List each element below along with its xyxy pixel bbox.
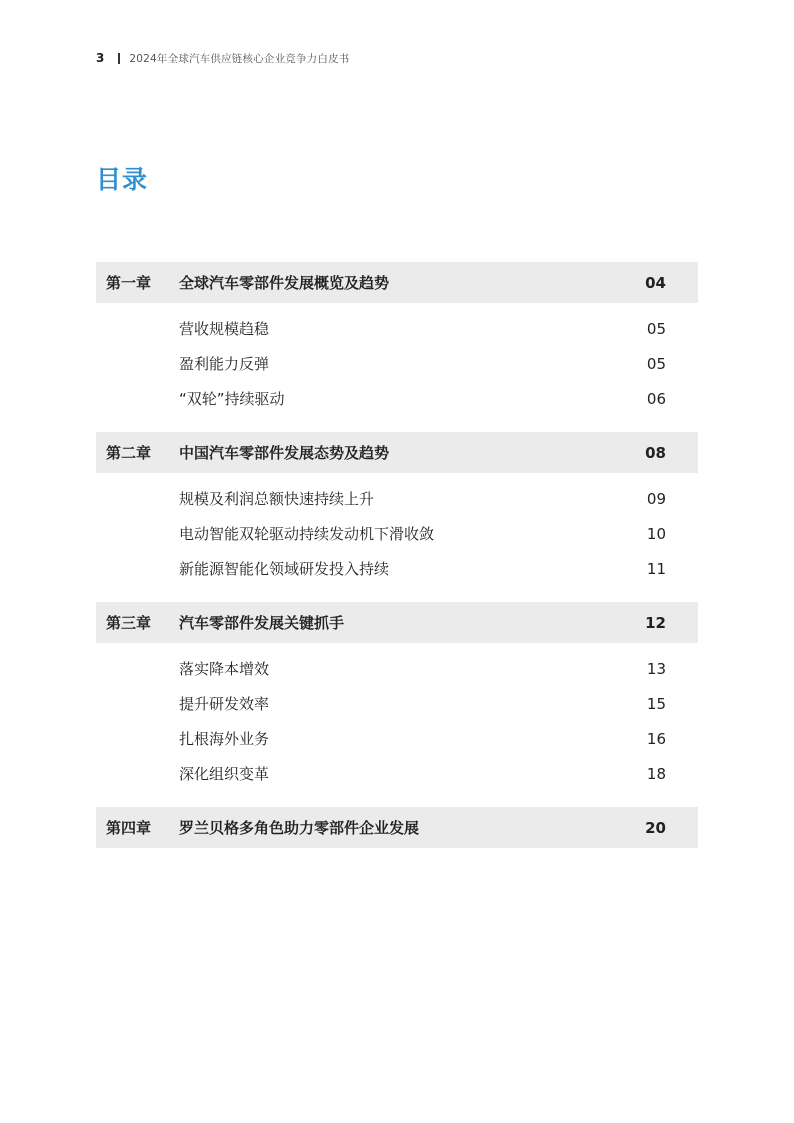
header-divider [118,53,120,64]
chapter-row[interactable] [96,432,698,473]
chapter-block [96,807,698,848]
chapter-title: 中国汽车零部件发展态势及趋势 [179,444,390,462]
section-row[interactable] [96,756,698,791]
section-page-number: 09 [646,489,666,508]
chapter-page-number: 20 [645,818,666,837]
table-of-contents [96,262,698,848]
section-page-number: 06 [646,389,666,408]
section-row[interactable] [96,686,698,721]
section-title: 电动智能双轮驱动持续发动机下滑收敛 [179,525,435,543]
chapter-block [96,602,698,807]
section-page-number: 13 [646,659,666,678]
chapter-block [96,262,698,432]
section-row[interactable] [96,346,698,381]
section-title: “双轮”持续驱动 [179,390,285,408]
section-title: 提升研发效率 [179,695,270,713]
section-title: 新能源智能化领域研发投入持续 [179,560,390,578]
section-title: 深化组织变革 [179,765,270,783]
section-page-number: 05 [646,319,666,338]
chapter-label: 第三章 [106,614,152,632]
section-row[interactable] [96,481,698,516]
section-row[interactable] [96,651,698,686]
chapter-label: 第二章 [106,444,152,462]
chapter-page-number: 12 [645,613,666,632]
section-page-number: 18 [646,764,666,783]
page-header [96,49,349,67]
section-title: 落实降本增效 [179,660,270,678]
chapter-title: 全球汽车零部件发展概览及趋势 [179,274,390,292]
document-title: 2024年全球汽车供应链核心企业竞争力白皮书 [129,52,350,65]
section-list [96,473,698,602]
chapter-label: 第四章 [106,819,152,837]
section-row[interactable] [96,721,698,756]
section-title: 营收规模趋稳 [179,320,270,338]
chapter-page-number: 08 [645,443,666,462]
section-list [96,643,698,807]
chapter-title: 罗兰贝格多角色助力零部件企业发展 [179,819,420,837]
section-title: 盈利能力反弹 [179,355,270,373]
toc-heading: 目录 [96,165,149,194]
chapter-row[interactable] [96,602,698,643]
section-row[interactable] [96,551,698,586]
section-title: 扎根海外业务 [179,730,270,748]
section-row[interactable] [96,311,698,346]
chapter-page-number: 04 [645,273,666,292]
chapter-title: 汽车零部件发展关键抓手 [179,614,345,632]
section-title: 规模及利润总额快速持续上升 [179,490,375,508]
section-page-number: 15 [646,694,666,713]
section-list [96,303,698,432]
chapter-block [96,432,698,602]
chapter-row[interactable] [96,807,698,848]
section-page-number: 16 [646,729,666,748]
section-row[interactable] [96,381,698,416]
page-number: 3 [96,51,105,65]
section-page-number: 10 [646,524,666,543]
chapter-row[interactable] [96,262,698,303]
section-page-number: 11 [646,559,666,578]
section-row[interactable] [96,516,698,551]
section-page-number: 05 [646,354,666,373]
chapter-label: 第一章 [106,274,152,292]
